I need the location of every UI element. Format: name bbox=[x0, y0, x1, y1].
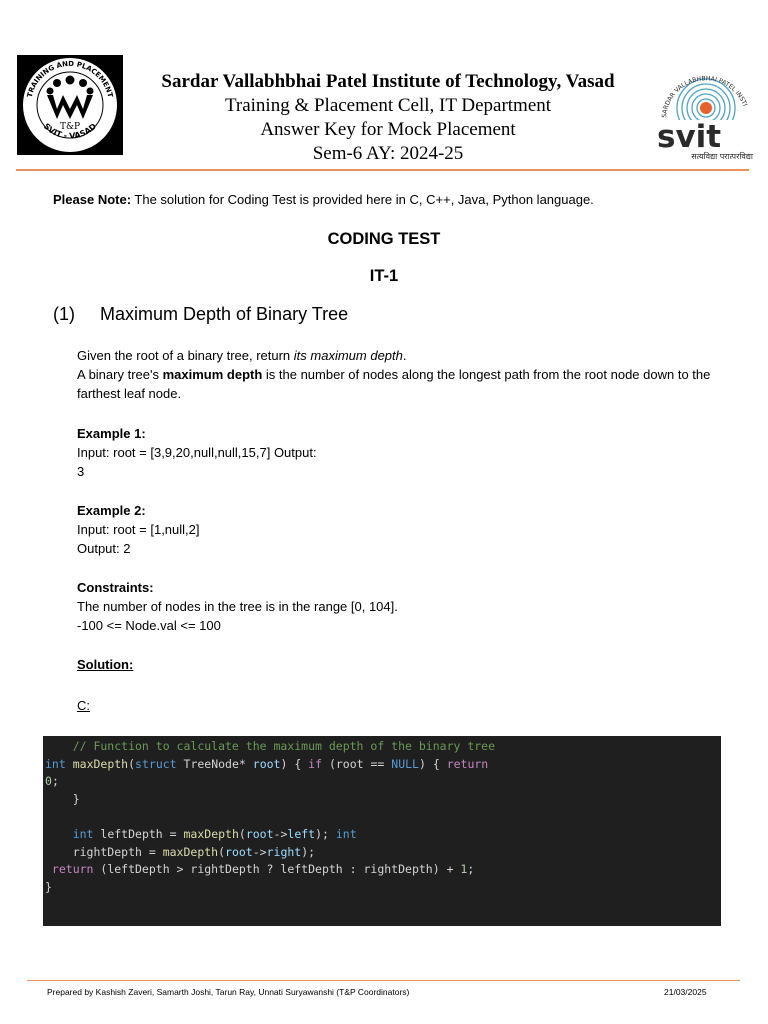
question-title: Maximum Depth of Binary Tree bbox=[100, 304, 349, 324]
code-token: (root == bbox=[322, 756, 392, 771]
code-token: leftDepth = bbox=[93, 826, 184, 841]
code-token: int bbox=[72, 826, 94, 841]
code-token: root bbox=[225, 844, 253, 859]
code-token: ) { bbox=[418, 756, 447, 771]
code-token: ; bbox=[467, 862, 475, 877]
example-1 bbox=[77, 424, 737, 481]
svg-text:svit: svit bbox=[657, 119, 722, 155]
code-token: root bbox=[252, 756, 281, 771]
code-token bbox=[45, 827, 73, 841]
example-2 bbox=[77, 501, 737, 558]
language-label: C: bbox=[77, 698, 90, 713]
code-token: maxDepth bbox=[72, 756, 129, 771]
code-token: ( bbox=[128, 756, 136, 771]
svg-text:सत्यविद्या परात्परविद्या: सत्यविद्या परात्परविद्या bbox=[691, 152, 753, 161]
description-line-1: Given the root of a binary tree, return its maximum depth. bbox=[77, 348, 407, 363]
code-token: 0 bbox=[45, 774, 52, 789]
document-header bbox=[0, 0, 768, 172]
code-line bbox=[43, 861, 721, 879]
footer-credits: Prepared by Kashish Zaveri, Samarth Joshi, Tarun Ray, Unnati Suryawanshi (T&P Coordinators) bbox=[47, 987, 410, 997]
header-divider bbox=[16, 169, 749, 171]
document-title: Answer Key for Mock Placement bbox=[260, 119, 516, 140]
example-1-input: Input: root = [3,9,20,null,null,15,7] Output: bbox=[77, 445, 317, 460]
code-token: TreeNode* bbox=[176, 756, 253, 771]
code-line bbox=[43, 791, 721, 809]
code-token: NULL bbox=[391, 756, 419, 771]
question-number: (1) bbox=[53, 304, 75, 324]
institute-name: Sardar Vallabhbhai Patel Institute of Technology, Vasad bbox=[161, 71, 615, 92]
constraints bbox=[77, 578, 737, 635]
code-token: left bbox=[287, 826, 316, 841]
example-2-input: Input: root = [1,null,2] bbox=[77, 522, 200, 537]
code-line bbox=[43, 756, 721, 774]
svit-logo-icon bbox=[652, 58, 755, 162]
header-text-block bbox=[128, 70, 648, 166]
svg-text:SVIT - VASAD: SVIT - VASAD bbox=[41, 121, 99, 141]
code-line bbox=[43, 773, 721, 791]
code-token: ); bbox=[301, 844, 316, 859]
code-token: ); bbox=[315, 826, 336, 841]
code-token: ( bbox=[238, 826, 246, 841]
code-token: } bbox=[45, 879, 52, 894]
section-title: CODING TEST bbox=[327, 230, 441, 248]
code-token: root bbox=[245, 826, 274, 841]
example-1-label: Example 1: bbox=[77, 426, 146, 441]
example-2-output: Output: 2 bbox=[77, 541, 131, 556]
cell-name: Training & Placement Cell, IT Department bbox=[224, 95, 552, 116]
solution-label: Solution: bbox=[77, 657, 134, 672]
code-line bbox=[43, 808, 721, 826]
code-token: return bbox=[446, 756, 489, 771]
question-heading bbox=[53, 302, 348, 326]
code-token: ) { bbox=[280, 756, 309, 771]
code-token bbox=[66, 757, 73, 771]
svg-text:TRAINING AND PLACEMENT: TRAINING AND PLACEMENT bbox=[25, 59, 115, 99]
code-line bbox=[43, 879, 721, 897]
constraints-label: Constraints: bbox=[77, 580, 154, 595]
svg-text:SARDAR VALLABHBHAI PATEL INSTI: SARDAR VALLABHBHAI PATEL INSTI bbox=[660, 75, 749, 119]
code-token: int bbox=[45, 756, 66, 771]
section-subtitle: IT-1 bbox=[369, 267, 399, 285]
footer-date: 21/03/2025 bbox=[664, 987, 707, 997]
code-token: struct bbox=[135, 756, 177, 771]
code-token: if bbox=[308, 756, 323, 771]
description-line-2: A binary tree's maximum depth is the number of nodes along the longest path from the root node down to the farthest leaf node. bbox=[77, 367, 711, 401]
code-token: right bbox=[266, 844, 302, 859]
solution-heading bbox=[77, 655, 737, 674]
svg-text:T&P: T&P bbox=[59, 122, 81, 132]
code-line bbox=[43, 844, 721, 862]
language-heading bbox=[77, 696, 737, 715]
tp-seal-icon bbox=[17, 55, 123, 155]
code-line bbox=[43, 738, 721, 756]
question-description bbox=[77, 346, 737, 403]
code-block bbox=[43, 736, 721, 926]
example-2-label: Example 2: bbox=[77, 503, 146, 518]
code-token: maxDepth bbox=[183, 826, 239, 841]
code-token: rightDepth = bbox=[45, 844, 163, 859]
note-label: Please Note: bbox=[53, 192, 132, 207]
code-token: ; bbox=[51, 774, 59, 789]
code-token: int bbox=[335, 826, 357, 841]
code-token: return bbox=[45, 862, 94, 877]
code-token: ( bbox=[218, 844, 226, 859]
code-token: -> bbox=[273, 826, 288, 841]
code-token: 1 bbox=[460, 862, 468, 877]
constraint-1: The number of nodes in the tree is in the range [0, 104]. bbox=[77, 599, 398, 614]
footer-divider bbox=[27, 980, 740, 981]
code-token: } bbox=[45, 791, 80, 806]
example-1-output: 3 bbox=[77, 464, 85, 479]
tp-cell-logo bbox=[17, 55, 123, 155]
note-text: The solution for Coding Test is provided here in C, C++, Java, Python language. bbox=[131, 192, 594, 207]
code-line bbox=[43, 826, 721, 844]
code-token: maxDepth bbox=[162, 844, 219, 859]
code-token: -> bbox=[252, 844, 267, 859]
constraint-2: -100 <= Node.val <= 100 bbox=[77, 618, 221, 633]
code-token: // Function to calculate the maximum depth of the binary tree bbox=[45, 739, 496, 753]
code-token: (leftDepth > rightDepth ? leftDepth : rightDepth) + bbox=[93, 862, 461, 877]
svit-logo bbox=[652, 58, 755, 162]
semester-year: Sem-6 AY: 2024-25 bbox=[312, 143, 464, 164]
please-note bbox=[53, 191, 594, 208]
